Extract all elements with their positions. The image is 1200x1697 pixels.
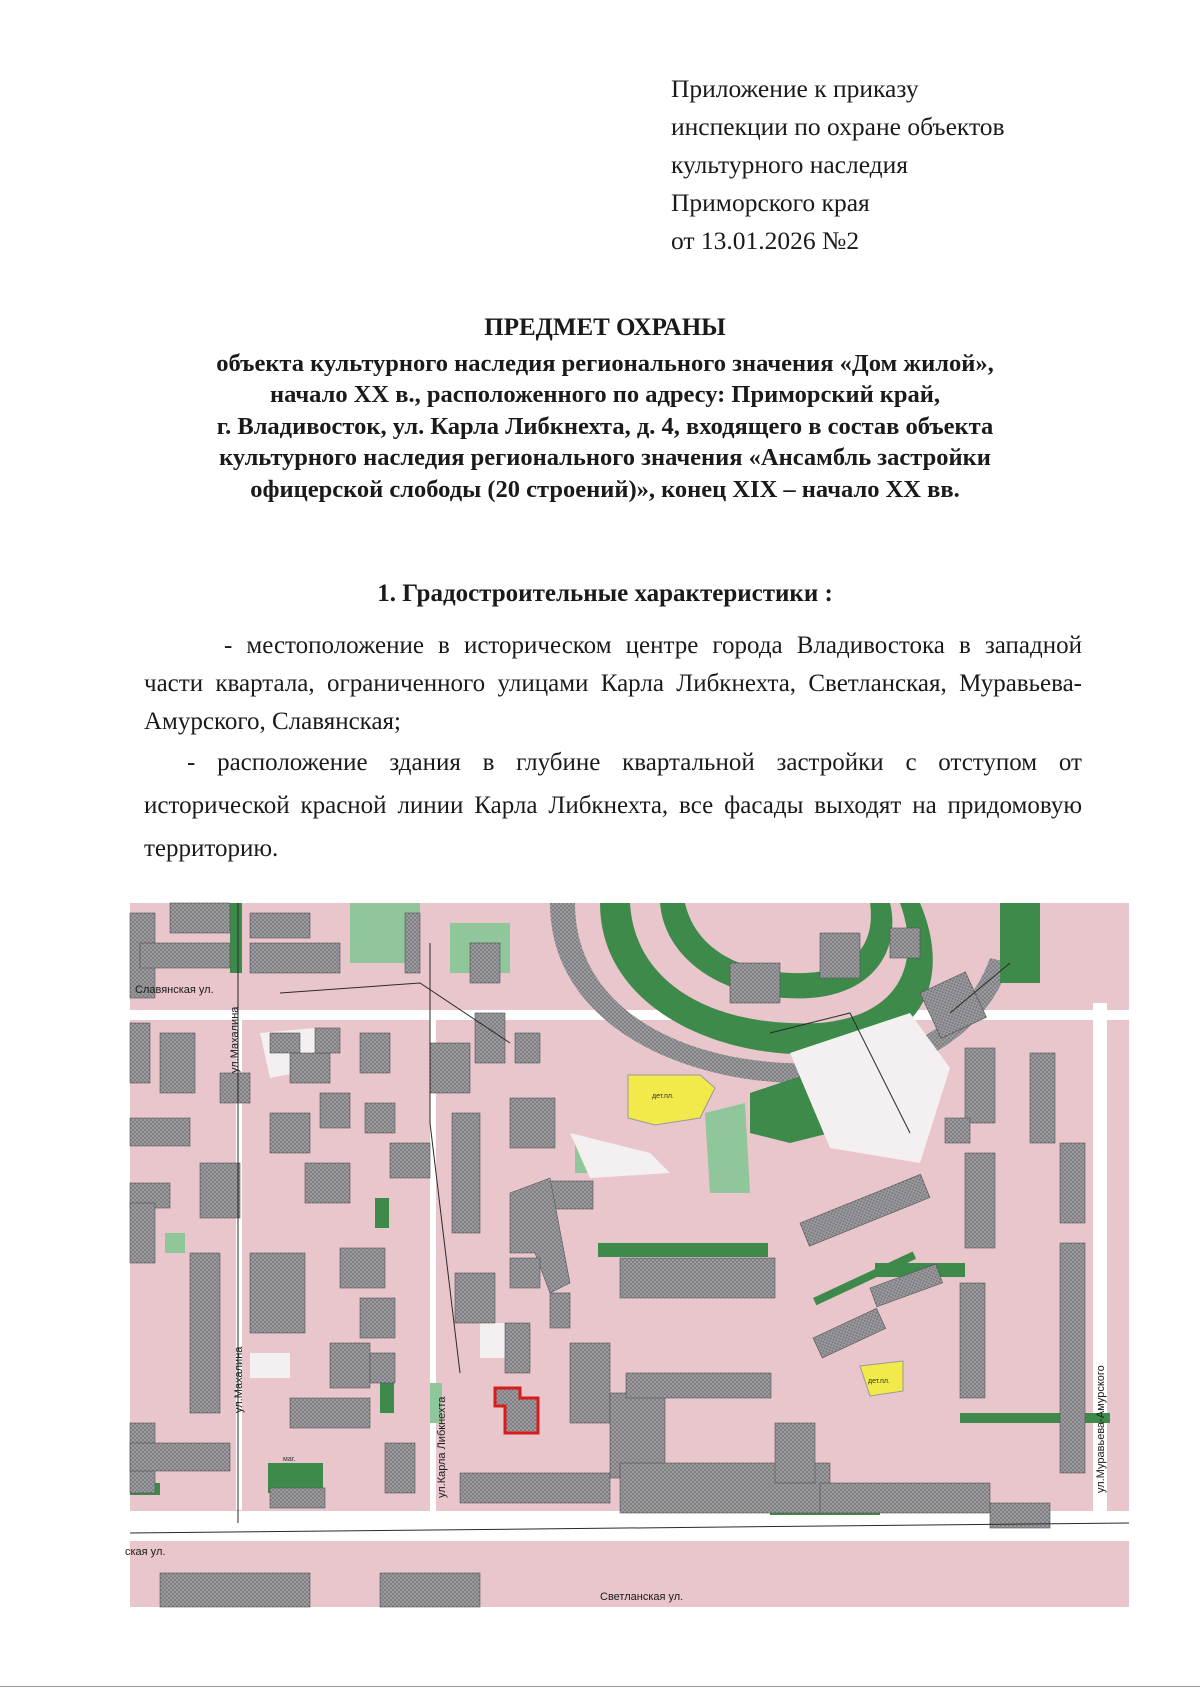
street-label-makhalina-bottom: ул.Махалина: [233, 1346, 245, 1413]
annex-line: культурного наследия: [671, 150, 909, 179]
page-edge-line: [0, 1686, 1200, 1687]
paragraph-placement: - расположение здания в глубине квартальной застройки с отступом от исторической красной линии Карла Либкнехта, все фасады выходят на придомовую территорию.: [144, 749, 1082, 862]
street-label-karla-libknekhta: ул.Карла Либкнехта: [436, 1396, 448, 1498]
map-canvas: [125, 903, 1129, 1607]
annex-line: инспекции по охране объектов: [671, 112, 1005, 141]
annex-line: от 13.01.2026 №2: [671, 226, 860, 255]
street-label-slavyanskaya: Славянская ул.: [135, 984, 214, 996]
annex-line: Приморского края: [671, 188, 870, 217]
main-title: ПРЕДМЕТ ОХРАНЫ: [484, 314, 726, 341]
document-title: [120, 312, 1090, 505]
annex-block: [671, 70, 1005, 260]
street-label-svetlanskaya: Светланская ул.: [600, 1591, 684, 1603]
annex-line: Приложение к приказу: [671, 74, 919, 103]
title-line: культурного наследия регионального значения «Ансамбль застройки: [219, 444, 991, 471]
shop-label: маг.: [283, 1456, 296, 1463]
section-body: [144, 627, 1082, 870]
section-heading: 1. Градостроительные характеристики :: [377, 580, 833, 607]
title-line: объекта культурного наследия регионального значения «Дом жилой»,: [216, 349, 994, 377]
site-map: [125, 903, 1129, 1607]
title-line: г. Владивосток, ул. Карла Либкнехта, д. 4, входящего в состав объекта: [216, 412, 994, 440]
street-label-svetlanskaya-left: ская ул.: [125, 1546, 166, 1558]
street-label-muravyeva: ул.Муравьева-Амурского: [1095, 1365, 1107, 1493]
playground-label-1: дет.пл.: [652, 1093, 674, 1100]
playground-label-2: дет.пл.: [868, 1378, 890, 1385]
title-line: офицерской слободы (20 строений)», конец XIX – начало XX вв.: [250, 475, 960, 503]
title-line: начало XX в., расположенного по адресу: Приморский край,: [269, 381, 941, 408]
street-label-makhalina-top: ул.Махалина: [229, 1006, 241, 1073]
paragraph-location: - местоположение в историческом центре города Владивостока в западной части квартала, ограниченного улицами Карла Либкнехта, Светланская, Муравьева-Амурского, Славянская;: [144, 632, 1082, 735]
